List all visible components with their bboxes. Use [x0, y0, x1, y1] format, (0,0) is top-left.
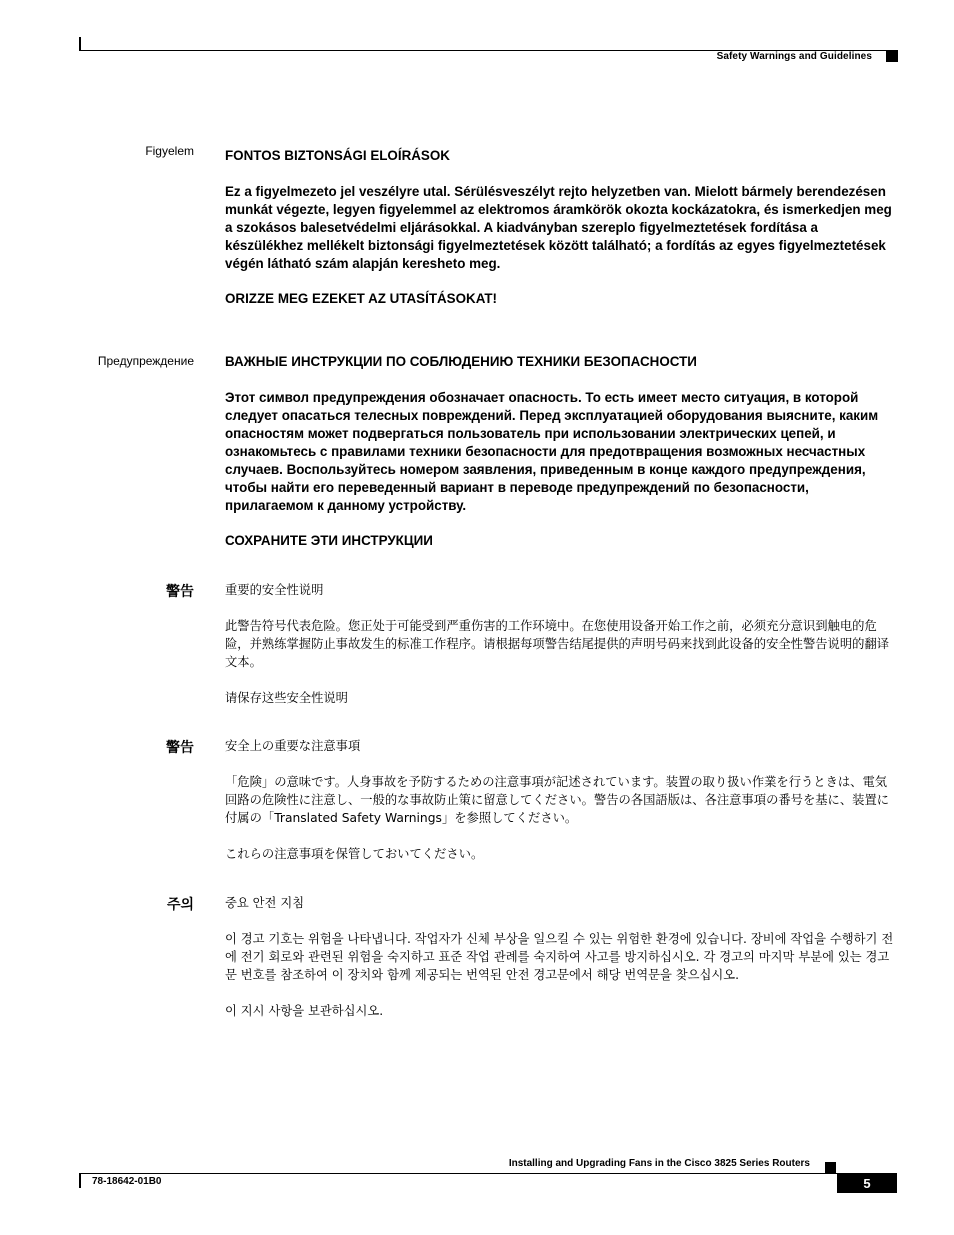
- warning-footer: СОХРАНИТЕ ЭТИ ИНСТРУКЦИИ: [225, 533, 433, 548]
- footer-rule: [79, 1173, 897, 1174]
- warning-block-chinese: [225, 581, 895, 725]
- header-rule-vertical: [79, 37, 81, 51]
- running-header-title: Safety Warnings and Guidelines: [716, 51, 872, 62]
- warning-text: 此警告符号代表危险。您正处于可能受到严重伤害的工作环境中。在您使用设备开始工作之前，必须充分意识到触电的危险，并熟练掌握防止事故发生的标准工作程序。请根据每项警告结尾提供的声明号码来找到此设备的安全性警告说明的翻译文本。: [225, 619, 890, 669]
- warning-text: 이 경고 기호는 위험을 나타냅니다. 작업자가 신체 부상을 일으킬 수 있는 위험한 환경에 있습니다. 장비에 작업을 수행하기 전에 전기 회로와 관련된 위험을 숙지하고 표준 작업 관례를 숙지하여 사고를 방지하십시오. 각 경고의 마지막 부분에 있는 경고문 번호를 참조하여 이 장치와 함께 제공되는 번역된 안전 경고문에서 해당 번역문을 찾으십시오.: [225, 932, 894, 982]
- footer-marker: [825, 1162, 836, 1173]
- warning-heading: ВАЖНЫЕ ИНСТРУКЦИИ ПО СОБЛЮДЕНИЮ ТЕХНИКИ БЕЗОПАСНОСТИ: [225, 354, 697, 369]
- warning-footer: 请保存这些安全性说明: [225, 691, 348, 705]
- warning-footer: ORIZZE MEG EZEKET AZ UTASÍTÁSOKAT!: [225, 291, 498, 306]
- warning-footer: これらの注意事項を保管しておいてください。: [225, 847, 484, 861]
- warning-heading: FONTOS BIZTONSÁGI ELOÍRÁSOK: [225, 148, 450, 163]
- warning-footer: 이 지시 사항을 보관하십시오.: [225, 1004, 384, 1018]
- warning-text: Ez a figyelmezeto jel veszélyre utal. Sérülésveszélyt rejto helyzetben van. Mielott bármely berendezésen munkát végezte, legyen figyelemmel az elektromos áramkörök okozta kockázatokra, és ismerkedjen meg a szokásos balesetvédelmi eljárásokkal. A kiadványban szereplo figyelmeztetések fordítása a készülékhez mellékelt biztonsági figyelmeztetések között található; a fordítás az egyes figyelmeztetések végén látható szám alapján keresheto meg.: [225, 184, 892, 271]
- warning-label-japanese: 警告: [166, 739, 194, 755]
- warning-heading: 安全上の重要な注意事項: [225, 739, 361, 753]
- warning-block-hungarian: [225, 147, 895, 325]
- warning-label-chinese: 警告: [166, 583, 194, 599]
- header-marker: [886, 50, 898, 62]
- warning-block-korean: [225, 894, 895, 1038]
- warning-label-russian: Предупреждение: [97, 354, 194, 368]
- warning-label-korean: 주의: [166, 896, 194, 912]
- footer-rule-vertical: [79, 1173, 81, 1188]
- footer-book-title: Installing and Upgrading Fans in the Cisco 3825 Series Routers: [508, 1158, 810, 1169]
- warning-block-japanese: [225, 737, 895, 881]
- warning-text: 「危険」の意味です。人身事故を予防するための注意事項が記述されています。装置の取り扱い作業を行うときは、電気回路の危険性に注意し、一般的な事故防止策に留意してください。警告の各国語版は、各注意事項の番号を基に、装置に付属の「Translated Safety Warnings」を参照してください。: [225, 775, 890, 825]
- warning-heading: 중요 안전 지침: [225, 896, 305, 910]
- warning-heading: 重要的安全性说明: [225, 583, 324, 597]
- warning-block-russian: [225, 353, 895, 567]
- page-number: 5: [837, 1173, 897, 1193]
- warning-label-hungarian: Figyelem: [145, 144, 194, 158]
- footer-doc-number: 78-18642-01B0: [92, 1176, 162, 1187]
- warning-text: Этот символ предупреждения обозначает опасность. То есть имеет место ситуация, в которой следует опасаться телесных повреждений. Перед эксплуатацией оборудования выясните, каким опасностям может подвергаться пользователь при использовании электрических цепей, и ознакомьтесь с правилами техники безопасности для предотвращения возможных несчастных случаев. Воспользуйтесь номером заявления, приведенным в конце каждого предупреждения, чтобы найти его переведенный вариант в переводе предупреждений по безопасности, прилагаемом к данному устройству.: [225, 390, 879, 513]
